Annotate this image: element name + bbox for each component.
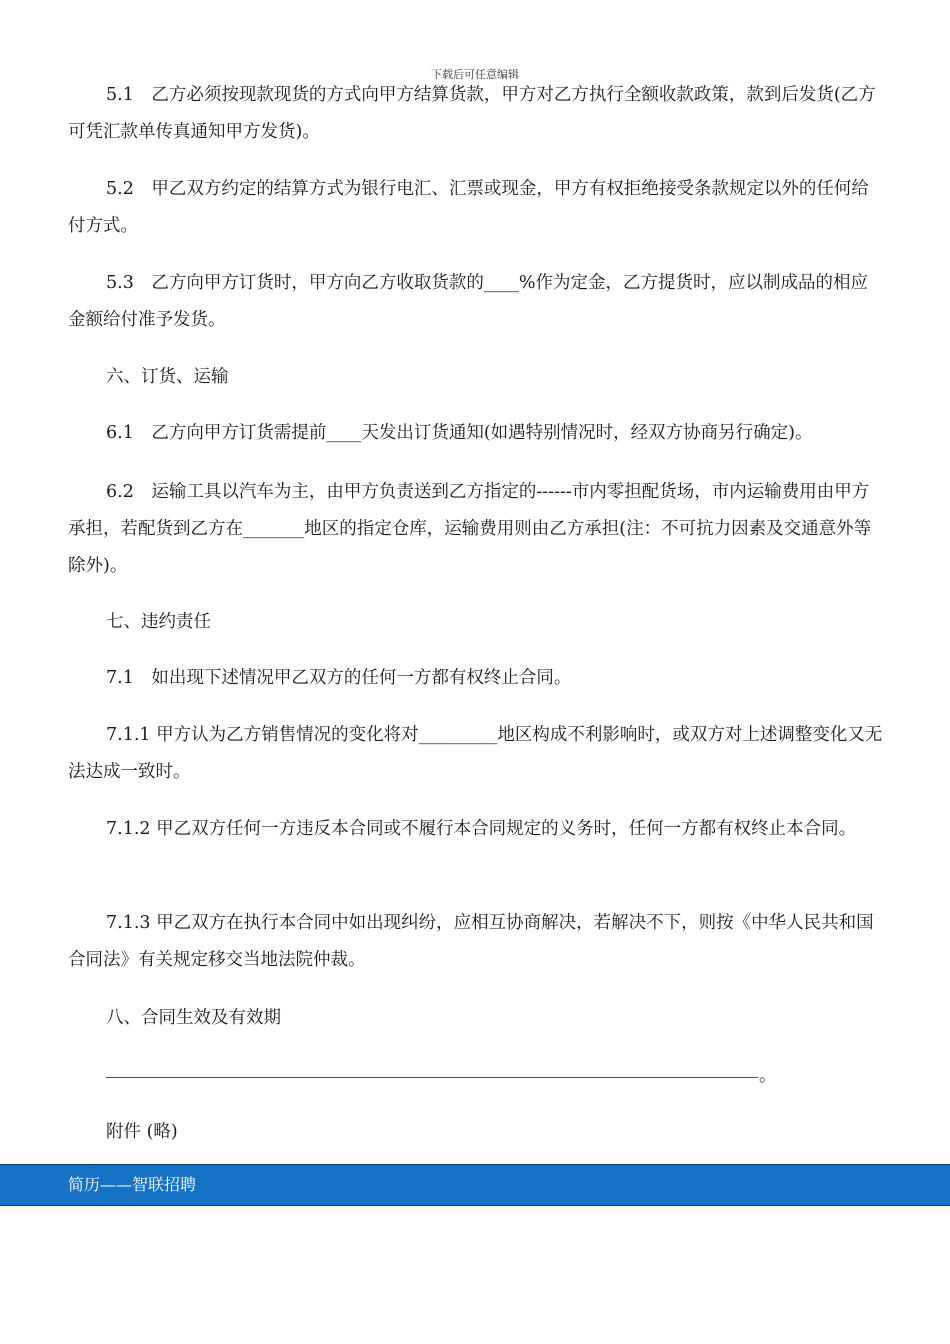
fill-in-blank-line [106,1077,758,1078]
clause-7-1: 7.1 如出现下述情况甲乙双方的任何一方都有权终止合同。 [106,668,572,688]
attachment-note: 附件 (略) [106,1122,178,1142]
section-heading-6: 六、订货、运输 [106,367,229,387]
header-note: 下载后可任意编辑 [431,68,519,81]
footer-text: 简历——智联招聘 [68,1175,197,1194]
section-heading-7: 七、违约责任 [106,612,211,632]
clause-7-1-2: 7.1.2 甲乙双方任何一方违反本合同或不履行本合同规定的义务时，任何一方都有权终止本合同。 [106,819,857,839]
clause-5-1: 5.1 乙方必须按现款现货的方式向甲方结算货款，甲方对乙方执行全额收款政策，款到后发货(乙方可凭汇款单传真通知甲方发货)。 [68,85,876,142]
clause-6-2: 6.2 运输工具以汽车为主，由甲方负责送到乙方指定的------市内零担配货场，市内运输费用由甲方承担，若配货到乙方在_______地区的指定仓库，运输费用则由乙方承担(注：不可抗力因素及交通意外等除外)。 [68,482,872,576]
section-heading-8: 八、合同生效及有效期 [106,1008,281,1028]
clause-7-1-3: 7.1.3 甲乙双方在执行本合同中如出现纠纷，应相互协商解决，若解决不下，则按《中华人民共和国合同法》有关规定移交当地法院仲裁。 [68,913,874,970]
clause-6-1: 6.1 乙方向甲方订货需提前____天发出订货通知(如遇特别情况时，经双方协商另行确定)。 [106,423,813,443]
blank-line-period: 。 [759,1066,777,1086]
clause-5-3: 5.3 乙方向甲方订货时，甲方向乙方收取货款的____%作为定金，乙方提货时，应以制成品的相应金额给付准予发货。 [68,273,868,330]
footer-bar [0,1164,950,1206]
clause-7-1-1: 7.1.1 甲方认为乙方销售情况的变化将对_________地区构成不利影响时，或双方对上述调整变化又无法达成一致时。 [68,725,883,782]
clause-5-2: 5.2 甲乙双方约定的结算方式为银行电汇、汇票或现金，甲方有权拒绝接受条款规定以外的任何给付方式。 [68,179,869,236]
